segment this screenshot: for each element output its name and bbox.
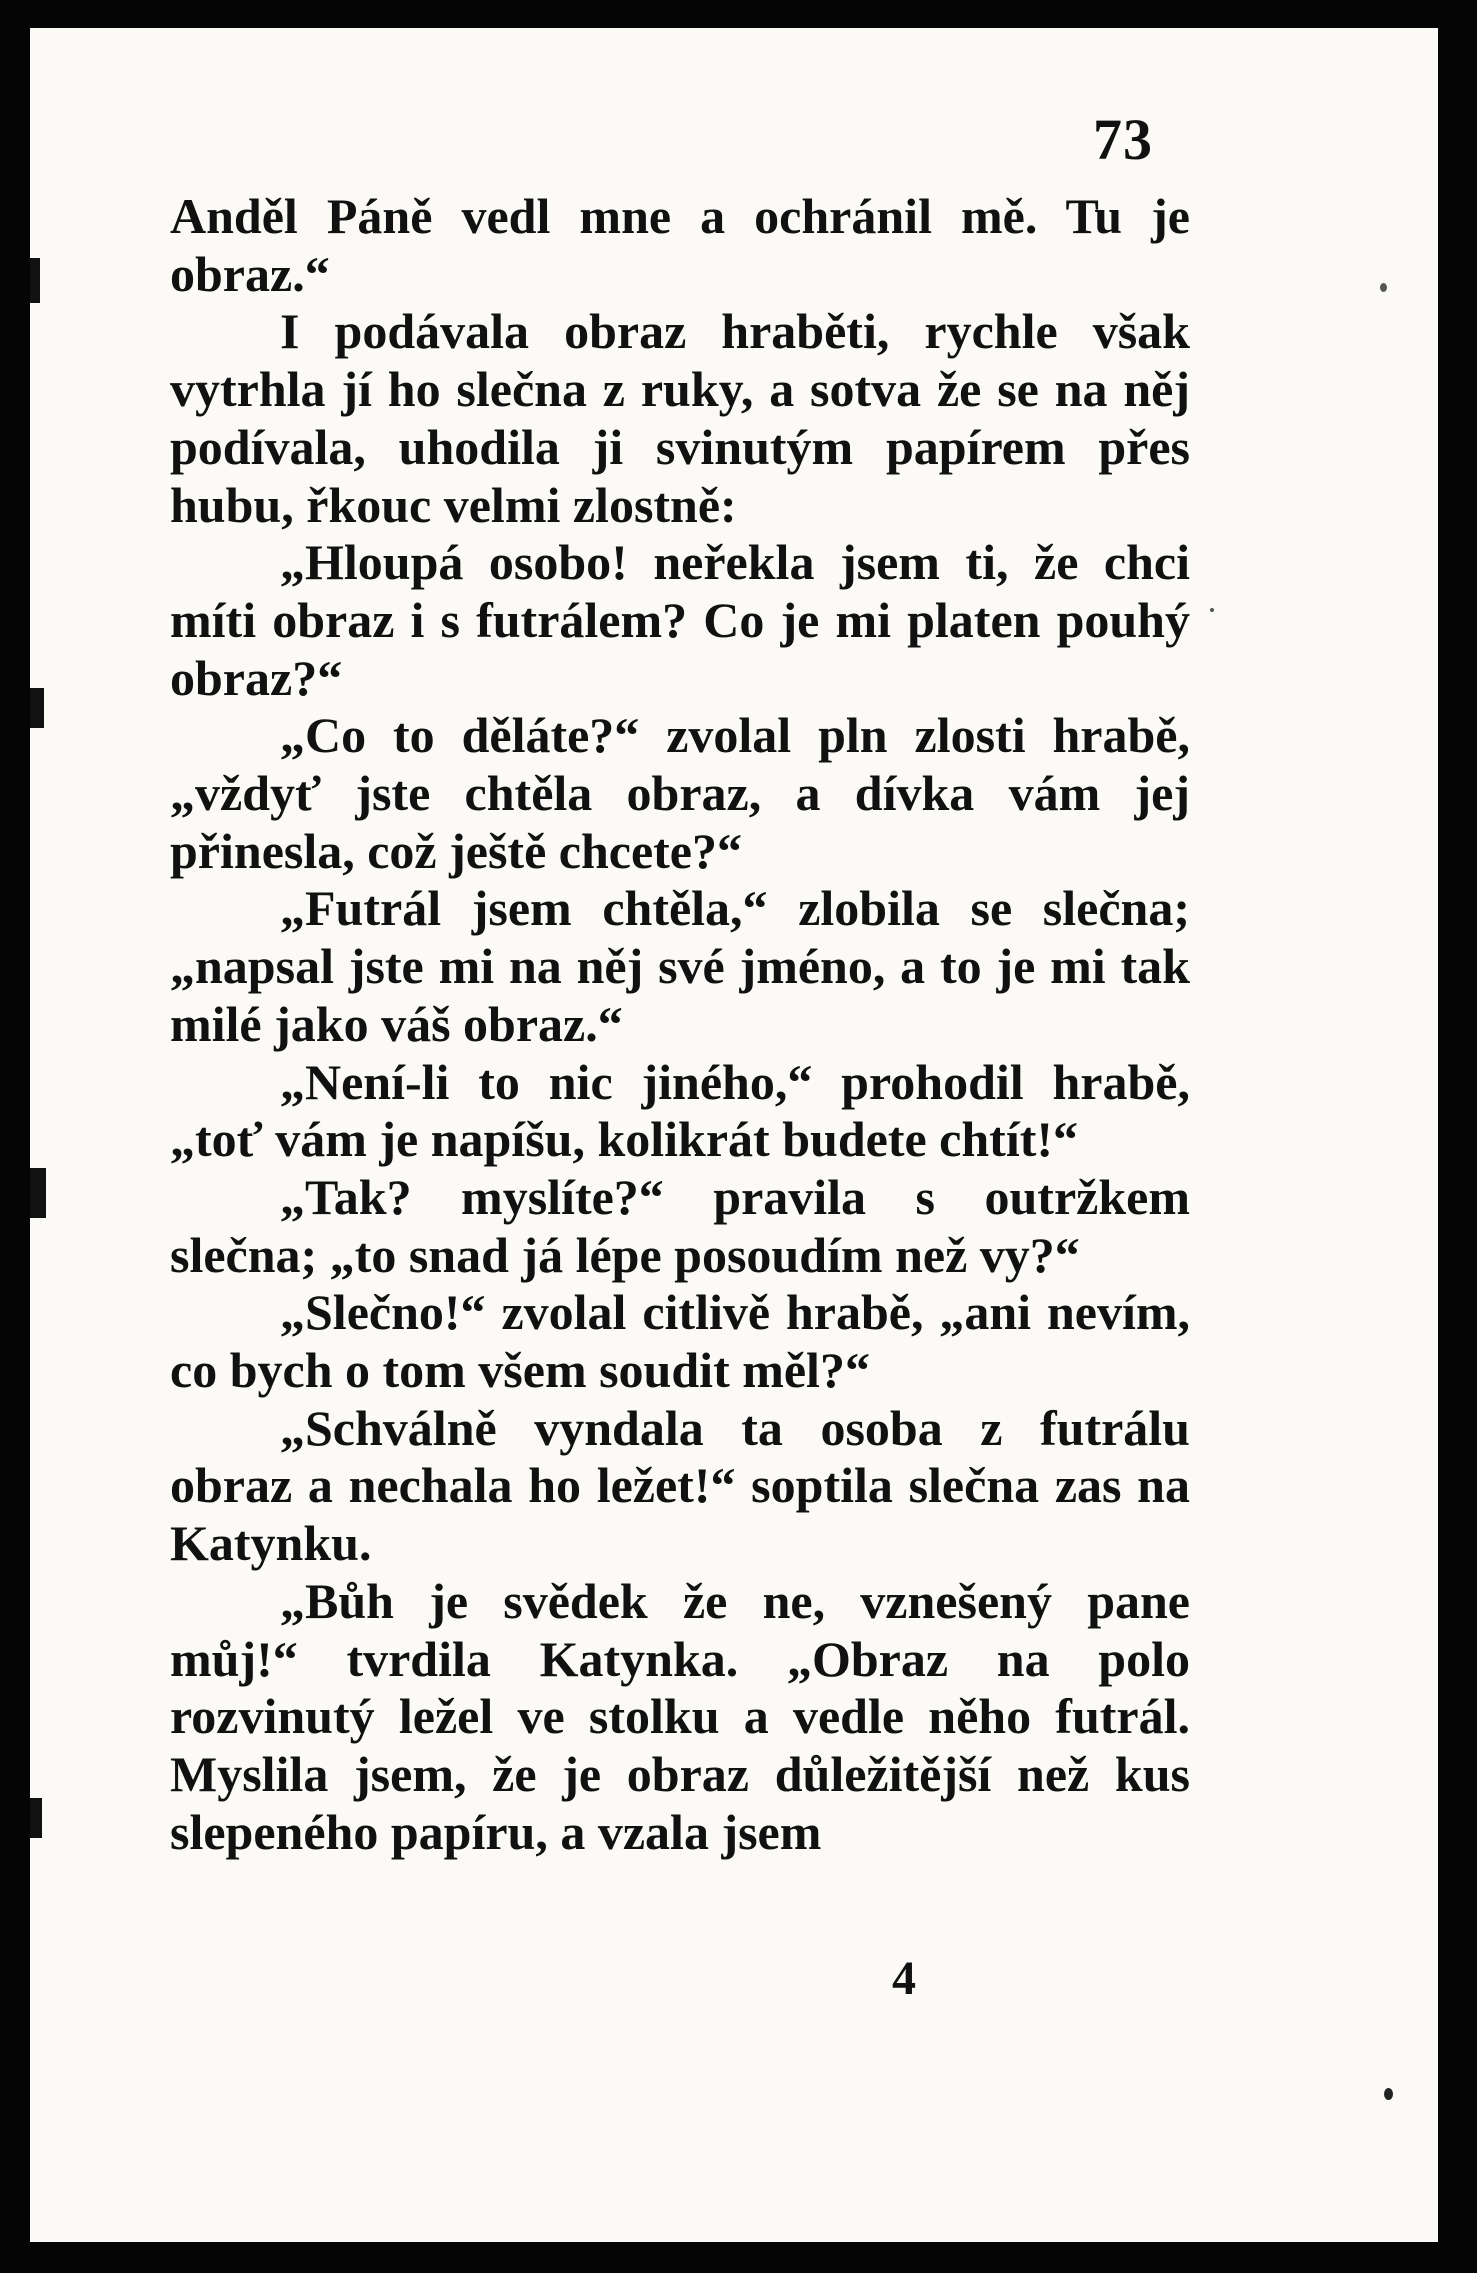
paper-speck	[1210, 608, 1214, 612]
paragraph: „Hloupá osobo! neřekla jsem ti, že chci míti obraz i s futrálem? Co je mi platen pouhý obraz?“	[170, 534, 1190, 706]
page-number: 73	[1093, 107, 1153, 172]
left-edge-mark	[30, 1798, 42, 1838]
paragraph: „Není-li to nic jiného,“ prohodil hrabě, „toť vám je napíšu, kolikrát budete chtít!“	[170, 1053, 1190, 1168]
body-text	[170, 188, 1190, 1861]
paragraph: „Futrál jsem chtěla,“ zlobila se slečna; „napsal jste mi na něj své jméno, a to je mi tak milé jako váš obraz.“	[170, 880, 1190, 1052]
paper-speck	[1380, 283, 1387, 292]
paragraph: Anděl Páně vedl mne a ochránil mě. Tu je obraz.“	[170, 188, 1190, 302]
left-edge-mark	[30, 1168, 46, 1218]
left-edge-mark	[30, 258, 40, 303]
paragraph: I podávala obraz hraběti, rychle však vytrhla jí ho slečna z ruky, a sotva že se na něj podívala, uhodila ji svinutým papírem přes hubu, řkouc velmi zlostně:	[170, 303, 1190, 533]
book-page	[30, 28, 1438, 2242]
paragraph: „Co to děláte?“ zvolal pln zlosti hrabě, „vždyť jste chtěla obraz, a dívka vám jej přinesla, což ještě chcete?“	[170, 707, 1190, 879]
paragraph: „Bůh je svědek že ne, vznešený pane můj!“ tvrdila Katynka. „Obraz na polo rozvinutý ležel ve stolku a vedle něho futrál. Myslila jsem, že je obraz důležitější než kus slepeného papíru, a vzala jsem	[170, 1572, 1190, 1860]
paragraph: „Tak? myslíte?“ pravila s outržkem slečna; „to snad já lépe posoudím než vy?“	[170, 1168, 1190, 1283]
paragraph: „Slečno!“ zvolal citlivě hrabě, „ani nevím, co bych o tom všem soudit měl?“	[170, 1284, 1190, 1399]
signature-mark: 4	[892, 1952, 916, 2005]
left-edge-mark	[30, 688, 44, 728]
paper-speck	[1384, 2088, 1393, 2100]
paragraph: „Schválně vyndala ta osoba z futrálu obraz a nechala ho ležet!“ soptila slečna zas na Katynku.	[170, 1399, 1190, 1572]
